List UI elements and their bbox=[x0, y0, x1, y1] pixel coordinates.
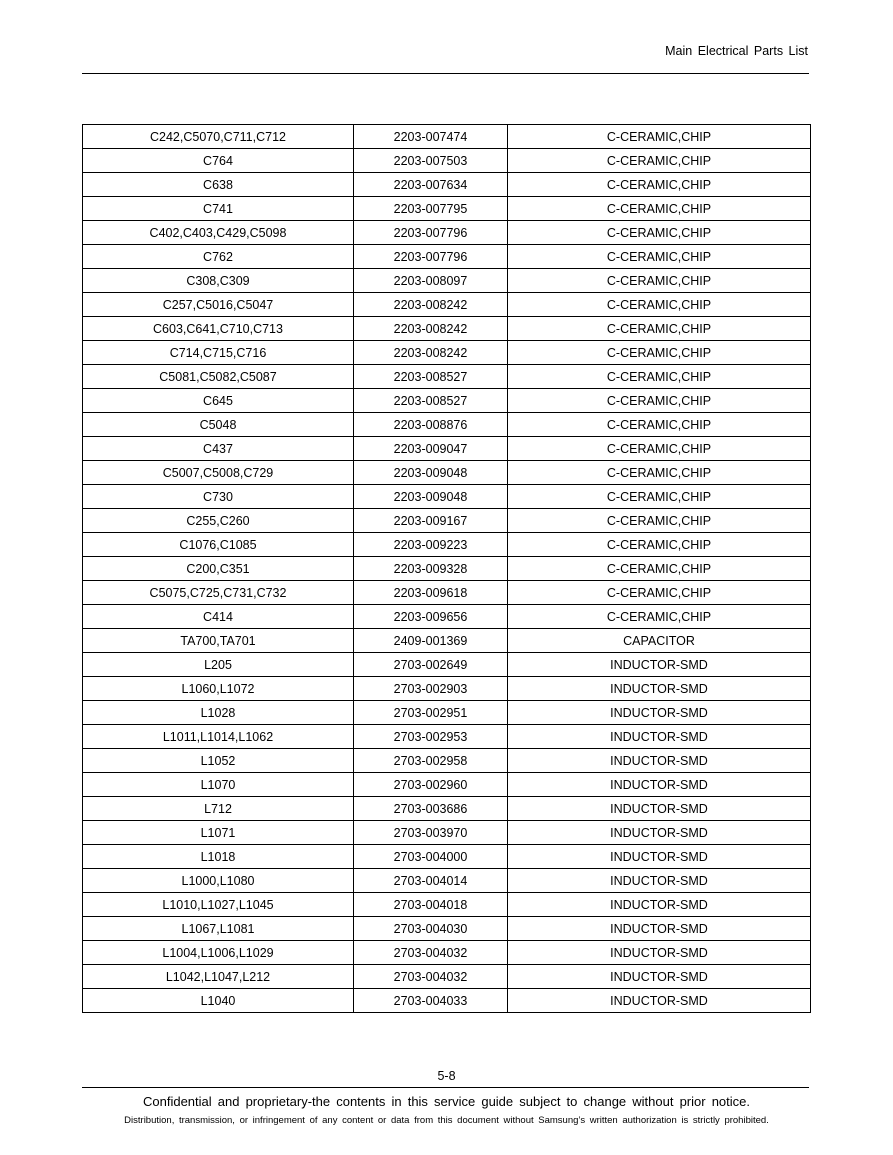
location-cell: C414 bbox=[83, 605, 354, 629]
table-row bbox=[83, 461, 811, 485]
part-number-cell: 2703-004033 bbox=[354, 989, 508, 1013]
part-number-cell: 2703-002903 bbox=[354, 677, 508, 701]
table-row bbox=[83, 941, 811, 965]
part-number-cell: 2703-002951 bbox=[354, 701, 508, 725]
description-cell: INDUCTOR-SMD bbox=[508, 725, 811, 749]
description-cell: INDUCTOR-SMD bbox=[508, 797, 811, 821]
table-row bbox=[83, 149, 811, 173]
part-number-cell: 2703-004014 bbox=[354, 869, 508, 893]
part-number-cell: 2703-002958 bbox=[354, 749, 508, 773]
description-cell: C-CERAMIC,CHIP bbox=[508, 557, 811, 581]
part-number-cell: 2203-007474 bbox=[354, 125, 508, 149]
location-cell: C257,C5016,C5047 bbox=[83, 293, 354, 317]
part-number-cell: 2203-009656 bbox=[354, 605, 508, 629]
location-cell: L1018 bbox=[83, 845, 354, 869]
part-number-cell: 2203-008876 bbox=[354, 413, 508, 437]
description-cell: C-CERAMIC,CHIP bbox=[508, 413, 811, 437]
location-cell: L1011,L1014,L1062 bbox=[83, 725, 354, 749]
part-number-cell: 2409-001369 bbox=[354, 629, 508, 653]
table-row bbox=[83, 557, 811, 581]
part-number-cell: 2703-004000 bbox=[354, 845, 508, 869]
table-row bbox=[83, 317, 811, 341]
location-cell: C200,C351 bbox=[83, 557, 354, 581]
description-cell: C-CERAMIC,CHIP bbox=[508, 533, 811, 557]
table-row bbox=[83, 629, 811, 653]
table-row bbox=[83, 125, 811, 149]
table-row bbox=[83, 773, 811, 797]
location-cell: L1042,L1047,L212 bbox=[83, 965, 354, 989]
location-cell: L1052 bbox=[83, 749, 354, 773]
location-cell: C762 bbox=[83, 245, 354, 269]
table-row bbox=[83, 341, 811, 365]
table-row bbox=[83, 605, 811, 629]
description-cell: C-CERAMIC,CHIP bbox=[508, 245, 811, 269]
description-cell: C-CERAMIC,CHIP bbox=[508, 173, 811, 197]
location-cell: C638 bbox=[83, 173, 354, 197]
table-row bbox=[83, 197, 811, 221]
table-row bbox=[83, 893, 811, 917]
part-number-cell: 2203-009047 bbox=[354, 437, 508, 461]
description-cell: INDUCTOR-SMD bbox=[508, 677, 811, 701]
part-number-cell: 2203-008242 bbox=[354, 341, 508, 365]
description-cell: C-CERAMIC,CHIP bbox=[508, 461, 811, 485]
table-row bbox=[83, 749, 811, 773]
location-cell: C5007,C5008,C729 bbox=[83, 461, 354, 485]
location-cell: C255,C260 bbox=[83, 509, 354, 533]
part-number-cell: 2203-007634 bbox=[354, 173, 508, 197]
location-cell: L1071 bbox=[83, 821, 354, 845]
part-number-cell: 2203-007796 bbox=[354, 245, 508, 269]
location-cell: C741 bbox=[83, 197, 354, 221]
page-header-title: Main Electrical Parts List bbox=[665, 44, 808, 58]
table-row bbox=[83, 173, 811, 197]
part-number-cell: 2203-007503 bbox=[354, 149, 508, 173]
part-number-cell: 2203-008527 bbox=[354, 365, 508, 389]
description-cell: C-CERAMIC,CHIP bbox=[508, 341, 811, 365]
location-cell: L1067,L1081 bbox=[83, 917, 354, 941]
table-row bbox=[83, 509, 811, 533]
location-cell: TA700,TA701 bbox=[83, 629, 354, 653]
description-cell: C-CERAMIC,CHIP bbox=[508, 221, 811, 245]
location-cell: L1060,L1072 bbox=[83, 677, 354, 701]
description-cell: INDUCTOR-SMD bbox=[508, 893, 811, 917]
header-divider bbox=[82, 73, 809, 74]
description-cell: C-CERAMIC,CHIP bbox=[508, 293, 811, 317]
table-row bbox=[83, 845, 811, 869]
location-cell: L1010,L1027,L1045 bbox=[83, 893, 354, 917]
part-number-cell: 2203-009223 bbox=[354, 533, 508, 557]
location-cell: C5075,C725,C731,C732 bbox=[83, 581, 354, 605]
part-number-cell: 2703-004018 bbox=[354, 893, 508, 917]
part-number-cell: 2703-002953 bbox=[354, 725, 508, 749]
table-row bbox=[83, 413, 811, 437]
part-number-cell: 2203-009167 bbox=[354, 509, 508, 533]
table-row bbox=[83, 917, 811, 941]
description-cell: INDUCTOR-SMD bbox=[508, 965, 811, 989]
parts-table bbox=[82, 124, 811, 1013]
part-number-cell: 2703-003970 bbox=[354, 821, 508, 845]
description-cell: CAPACITOR bbox=[508, 629, 811, 653]
location-cell: C402,C403,C429,C5098 bbox=[83, 221, 354, 245]
table-row bbox=[83, 389, 811, 413]
part-number-cell: 2203-009328 bbox=[354, 557, 508, 581]
part-number-cell: 2703-004030 bbox=[354, 917, 508, 941]
table-row bbox=[83, 365, 811, 389]
location-cell: L712 bbox=[83, 797, 354, 821]
part-number-cell: 2203-008242 bbox=[354, 293, 508, 317]
description-cell: C-CERAMIC,CHIP bbox=[508, 437, 811, 461]
location-cell: C5081,C5082,C5087 bbox=[83, 365, 354, 389]
description-cell: C-CERAMIC,CHIP bbox=[508, 581, 811, 605]
table-row bbox=[83, 581, 811, 605]
location-cell: C730 bbox=[83, 485, 354, 509]
location-cell: C645 bbox=[83, 389, 354, 413]
description-cell: INDUCTOR-SMD bbox=[508, 749, 811, 773]
table-row bbox=[83, 293, 811, 317]
table-row bbox=[83, 821, 811, 845]
part-number-cell: 2703-003686 bbox=[354, 797, 508, 821]
table-row bbox=[83, 725, 811, 749]
table-row bbox=[83, 701, 811, 725]
description-cell: C-CERAMIC,CHIP bbox=[508, 605, 811, 629]
footer-divider bbox=[82, 1087, 809, 1088]
table-row bbox=[83, 245, 811, 269]
location-cell: L205 bbox=[83, 653, 354, 677]
table-row bbox=[83, 965, 811, 989]
location-cell: C5048 bbox=[83, 413, 354, 437]
part-number-cell: 2703-004032 bbox=[354, 965, 508, 989]
confidentiality-notice: Confidential and proprietary-the contents in this service guide subject to change without prior notice. bbox=[143, 1094, 750, 1109]
location-cell: L1000,L1080 bbox=[83, 869, 354, 893]
description-cell: INDUCTOR-SMD bbox=[508, 653, 811, 677]
location-cell: C1076,C1085 bbox=[83, 533, 354, 557]
part-number-cell: 2203-007795 bbox=[354, 197, 508, 221]
location-cell: C437 bbox=[83, 437, 354, 461]
description-cell: INDUCTOR-SMD bbox=[508, 869, 811, 893]
part-number-cell: 2703-002649 bbox=[354, 653, 508, 677]
description-cell: INDUCTOR-SMD bbox=[508, 701, 811, 725]
description-cell: C-CERAMIC,CHIP bbox=[508, 317, 811, 341]
part-number-cell: 2203-009618 bbox=[354, 581, 508, 605]
location-cell: L1028 bbox=[83, 701, 354, 725]
table-row bbox=[83, 269, 811, 293]
description-cell: C-CERAMIC,CHIP bbox=[508, 509, 811, 533]
part-number-cell: 2203-007796 bbox=[354, 221, 508, 245]
description-cell: INDUCTOR-SMD bbox=[508, 917, 811, 941]
description-cell: C-CERAMIC,CHIP bbox=[508, 389, 811, 413]
table-row bbox=[83, 869, 811, 893]
description-cell: C-CERAMIC,CHIP bbox=[508, 149, 811, 173]
table-row bbox=[83, 677, 811, 701]
description-cell: C-CERAMIC,CHIP bbox=[508, 125, 811, 149]
table-row bbox=[83, 797, 811, 821]
table-row bbox=[83, 437, 811, 461]
part-number-cell: 2203-008097 bbox=[354, 269, 508, 293]
location-cell: L1040 bbox=[83, 989, 354, 1013]
description-cell: INDUCTOR-SMD bbox=[508, 941, 811, 965]
part-number-cell: 2203-009048 bbox=[354, 461, 508, 485]
description-cell: C-CERAMIC,CHIP bbox=[508, 485, 811, 509]
part-number-cell: 2203-009048 bbox=[354, 485, 508, 509]
location-cell: L1070 bbox=[83, 773, 354, 797]
parts-table-body bbox=[83, 125, 811, 1013]
part-number-cell: 2703-004032 bbox=[354, 941, 508, 965]
table-row bbox=[83, 485, 811, 509]
location-cell: L1004,L1006,L1029 bbox=[83, 941, 354, 965]
location-cell: C764 bbox=[83, 149, 354, 173]
description-cell: INDUCTOR-SMD bbox=[508, 845, 811, 869]
description-cell: INDUCTOR-SMD bbox=[508, 821, 811, 845]
table-row bbox=[83, 533, 811, 557]
legal-notice: Distribution, transmission, or infringement of any content or data from this document without Samsung’s written authorization is strictly prohibited. bbox=[124, 1115, 769, 1126]
location-cell: C714,C715,C716 bbox=[83, 341, 354, 365]
description-cell: INDUCTOR-SMD bbox=[508, 989, 811, 1013]
location-cell: C308,C309 bbox=[83, 269, 354, 293]
description-cell: C-CERAMIC,CHIP bbox=[508, 197, 811, 221]
part-number-cell: 2203-008242 bbox=[354, 317, 508, 341]
table-row bbox=[83, 989, 811, 1013]
description-cell: C-CERAMIC,CHIP bbox=[508, 365, 811, 389]
description-cell: INDUCTOR-SMD bbox=[508, 773, 811, 797]
part-number-cell: 2703-002960 bbox=[354, 773, 508, 797]
table-row bbox=[83, 653, 811, 677]
description-cell: C-CERAMIC,CHIP bbox=[508, 269, 811, 293]
page-number: 5-8 bbox=[437, 1069, 456, 1083]
location-cell: C603,C641,C710,C713 bbox=[83, 317, 354, 341]
location-cell: C242,C5070,C711,C712 bbox=[83, 125, 354, 149]
part-number-cell: 2203-008527 bbox=[354, 389, 508, 413]
table-row bbox=[83, 221, 811, 245]
